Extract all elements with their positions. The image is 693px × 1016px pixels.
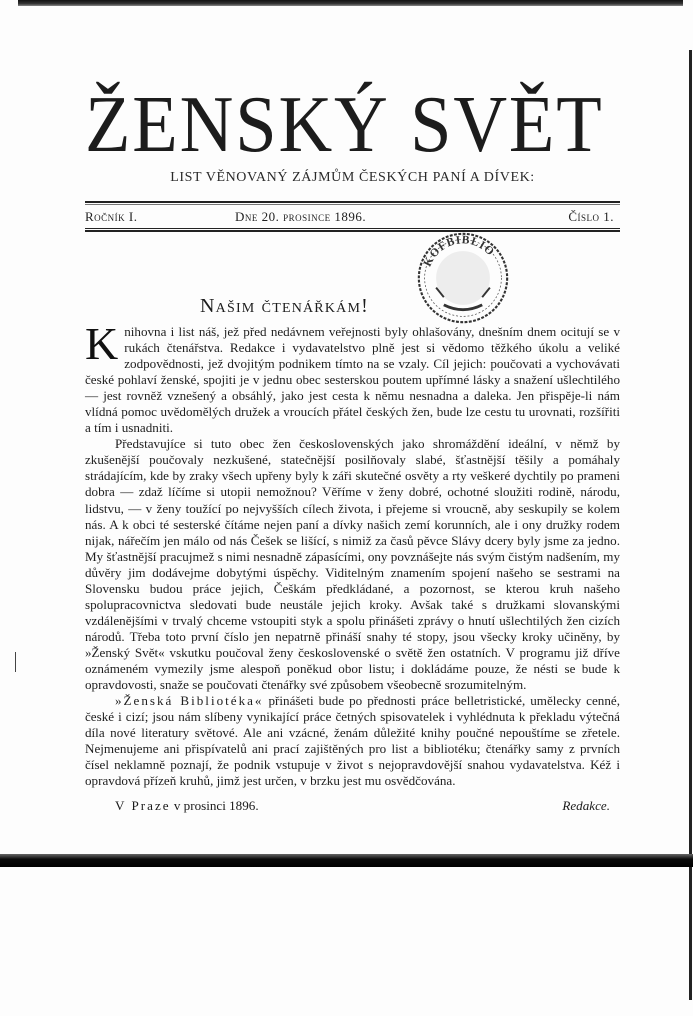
paragraph-3-text: přinášeti bude po přednosti práce belletristické, umělecky cenné, české i cizí; jsou nám slíbeny vynikající práce četných spisovatelek i vyhlédnuta k překladu výtečná díla nové literatury světové. Ale ani vzácné, ženám důležité knihy poučné nepouštíme se zřetele. Nejmenujeme ani přispívatelů ani prací zajištěných pro list a bibliotéku; čtenářky samy z prvních čísel neklamně poznají, že podnik vstupuje v život s nejopravdovější snahou vydavatelstva. Kéž i opravdová přízeň kruhů, jimž jest určen, v brzku jest mu osvědčována.: [85, 693, 620, 789]
paragraph-3: [85, 693, 620, 789]
issue-info-line: [85, 205, 620, 228]
issue-date: Dne 20. prosince 1896.: [235, 209, 367, 224]
library-stamp-icon: [415, 230, 511, 326]
masthead-subtitle: LIST VĚNOVANÝ ZÁJMŮM ČESKÝCH PANÍ A DÍVEK:: [170, 170, 535, 185]
signoff: [85, 797, 620, 814]
paragraph-2: Představujíce si tuto obec žen československých jako shromáždění ideální, v němž by zkušenější poučovaly nezkušené, statečnější posilňovaly slabé, šťastnější těšily a pomáhaly strádajícím, kde by zraky všech upřeny byly k záři skutečné osvěty a rty veškeré dychtily po prameni dobra — zdaž líčíme si utopii nemožnou? Věříme v ženy dobré, ochotné sloužiti rodině, národu, lidstvu, — v ženy toužící po nejvyšších cílech života, i přejeme si vroucně, aby seskupily se kolem nás. A k obci té sesterské čítáme nejen paní a dívky našich zemí korunních, ale i ony družky rodem nijak, nářečím jen málo od nás Češek se lišící, s nimiž za časů pěvce Slávy dcery byly jsme za jedno. My šťastnější pracujmež s nimi nesnadně zápasícími, ony povznášejte nás svým čistým nadšením, my důvěry jim dodávejme dobytými úspěchy. Viditelným znamením spojení našeho se sestrami na Slovensku budou práce jejich, Češkám předkládané, a pozornost, se kterou kruh našeho spolupracovnictva sledovati bude neustále jejich kroky. Avšak také s družkami slovanskými vzdálenějšími v trvalý chceme vstoupiti styk a spolu přinášeti zprávy o hnutí ušlechtilých žen cizích národů. Třeba toto první číslo jen nepatrně přináší snahy té stopy, jsou všecky kroky učiněny, by »Ženský Svět« vskutku poučoval ženy československé o světě žen ostatních. V programu již dříve oznámeném vymezily jsme alespoň poněkud obor listu; i dokládáme pouze, že nésti se bude k opravdovosti, snaže se poučovati čtenářky své způsobem všeobecně srozumitelným.: [85, 436, 620, 693]
article-heading: Našim čtenářkám!: [200, 295, 369, 317]
issue-header: [85, 201, 620, 232]
drop-cap: K: [85, 318, 119, 369]
place-date: [115, 797, 259, 814]
issue-number: Číslo 1.: [568, 209, 614, 224]
paragraph-1-text: nihovna i list náš, jež před nedávnem veřejnosti byly ohlašovány, dnešním dnem ocitují se v rukách čtenářstva. Redakce i vydavatelstvo plně jest si vědomo těžkého úkolu a veliké zodpovědnosti, jež dvojitým podnikem tímto na se vzaly. Cíl jejich: poučovati a vychovávati české pohlaví ženské, spojiti je v jednu obec sesterskou poutem upřímné lásky a snažení ušlechtilého — jest rovněž vznešený a obsáhlý, jako jest cesta k němu nesnadna a daleka. Jen přispěje-li nám vlídná pomoc uvědomělých družek a vroucích přátel českých žen, bude lze cestu tu urovnati, rozšířiti a tím i usnadniti.: [85, 324, 620, 436]
margin-mark: [15, 652, 16, 672]
place-date-text: v prosinci 1896.: [170, 798, 259, 814]
library-name: »Ženská Bibliotéka«: [115, 693, 264, 709]
paragraph-1: [85, 318, 620, 436]
stamp-text: KOFBIBLIO: [421, 234, 497, 269]
masthead-title: ŽENSKÝ SVĚT: [85, 81, 604, 169]
newspaper-page: [85, 0, 620, 867]
volume-label: Ročník I.: [85, 209, 138, 224]
editor-signature: Redakce.: [562, 798, 610, 814]
place-name: V Praze: [115, 798, 171, 814]
scan-border-bottom: [0, 854, 693, 867]
article-body: [85, 318, 620, 789]
stamp-row: [85, 232, 620, 294]
